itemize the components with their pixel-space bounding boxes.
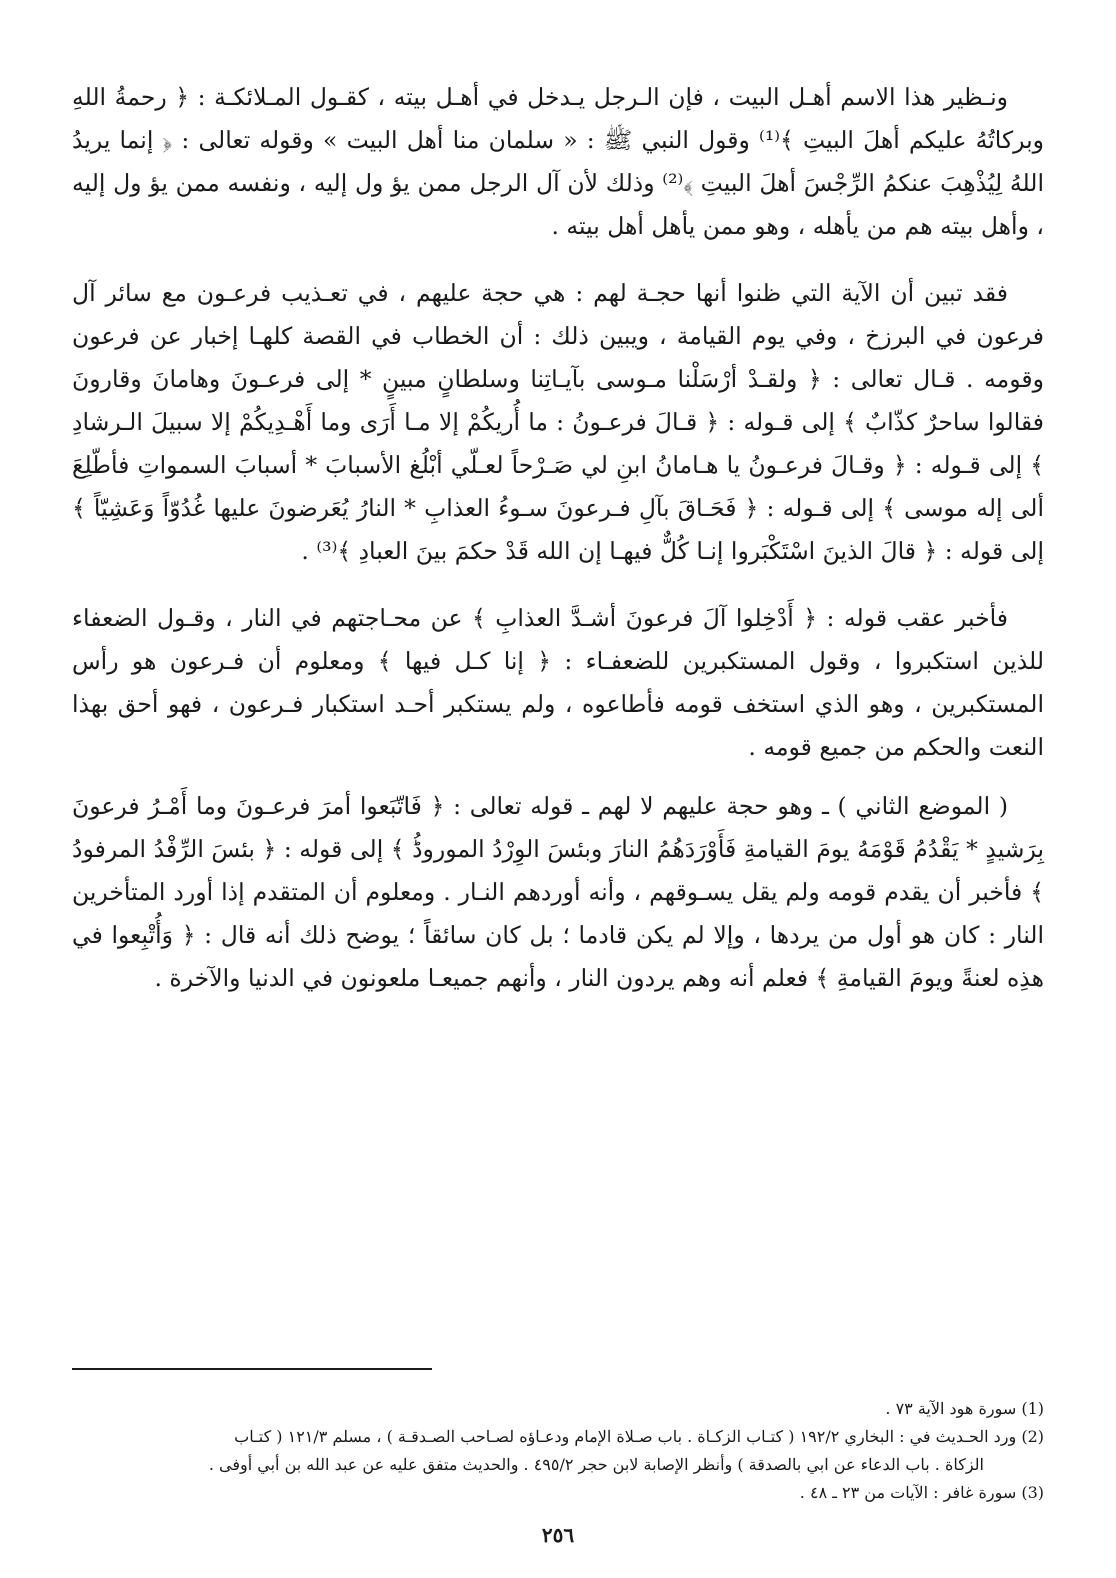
paragraph-4: ( الموضع الثاني ) ـ وهو حجة عليهم لا لهم ـ قوله تعالى : ﴿ فَاتّبَعوا أمرَ فرعـونَ وما أَمْـرُ فرعونَ بِرَشيدٍ * يَقْدُمُ قَوْمَهُ يومَ القيامةِ فَأَوْرَدَهُمُ النارَ وبئسَ الوِرْدُ الموروڈُ ﴾ إلى قوله : ﴿ بئسَ الرِّفْدُ المرفودُ ﴾ فأخبر أن يقدم قومه ولم يقل يسـوقهم ، وأنه أوردهم النـار . ومعلوم أن المتقدم إذا أورد المتأخرين النار : كان هو أول من يردها ، وإلا لم يكن قادما ؛ بل كان سائقاً ؛ يوضح ذلك أنه قال : ﴿ وَأُتْبِعوا في هذِه لعنةً ويومَ القيامةِ ﴾ فعلم أنه وهم يردون النار ، وأنهم جميعـا ملعونون في الدنيا والآخرة . bbox=[72, 792, 1044, 992]
footnote-2-continuation: الزكاة . باب الدعاء عن ابي بالصدقة ) وأنظر الإصابة لابن حجر ٤٩٥/٢ . والحديث متفق عليه عن عبد الله بن أبي أوفى . bbox=[208, 1455, 984, 1474]
paragraph-1: ونـظير هذا الاسم أهـل البيت ، فإن الـرجل يـدخل في أهـل بيته ، كقـول المـلائكـة : ﴿ رحمةُ اللهِ وبركاتُهُ عليكم أهلَ البيتِ ﴾⁽¹⁾ وقول النبي ﷺ : « سلمان منا أهل البيت » وقوله تعالى : ﴿ إنما يريدُ اللهُ لِيُذْهِبَ عنكمُ الرِّجْسَ أهلَ البيتِ ﴾⁽²⁾ وذلك لأن آل الرجل ممن يؤ ول إليه ، ونفسه ممن يؤ ول إليه ، وأهل بيته هم من يأهله ، وهو ممن يأهل أهل بيته . bbox=[72, 83, 1044, 240]
paragraph-2: فقد تبين أن الآية التي ظنوا أنها حجـة لهم : هي حجة عليهم ، في تعـذيب فرعـون مع سائر آل فرعون في البرزخ ، وفي يوم القيامة ، ويبين ذلك : أن الخطاب في القصة كلهـا إخبار عن فرعون وقومه . قـال تعالى : ﴿ ولقـدْ أرْسَلْنا مـوسى بآيـاتِنا وسلطانٍ مبينٍ * إلى فرعـونَ وهامانَ وقارونَ فقالوا ساحرٌ كذّابٌ ﴾ إلى قـوله : ﴿ قـالَ فرعـونُ : ما أُريكُمْ إلا مـا أَرَى وما أَهْـدِيكُمْ إلا سبيلَ الـرشادِ ﴾ إلى قـوله : ﴿ وقـالَ فرعـونُ يا هـامانُ ابنِ لي صَـرْحاً لعـلّي أبْلُغ الأسبابَ * أسبابَ السمواتِ فأطّلِعَ ألى إله موسى ﴾ إلى قـوله : ﴿ فَحَـاقَ بآلِ فـرعونَ سـوءُ العذابِ * النارُ يُعَرضونَ عليها غُدُوّاً وَعَشِيّاً ﴾ إلى قوله : ﴿ قالَ الذينَ اسْتَكْبَروا إنـا كُلٌّ فيهـا إن الله قَدْ حكمَ بينَ العبادِ ﴾⁽³⁾ . bbox=[72, 279, 1044, 565]
footnotes bbox=[72, 1396, 1044, 1508]
paragraph-3: فأخبر عقب قوله : ﴿ أَدْخِلوا آلَ فرعونَ أشـدَّ العذابِ ﴾ عن محـاجتهم في النار ، وقـول الضعفاء للذين استكبروا ، وقول المستكبرين للضعفـاء : ﴿ إنا كـل فيها ﴾ ومعلوم أن فـرعون هو رأس المستكبرين ، وهو الذي استخف قومه فأطاعوه ، ولم يستكبر أحـد استكبار فـرعون ، فهو أحق بهذا النعت والحكم من جميع قومه . bbox=[72, 604, 1044, 761]
footnote-2: (2) ورد الحـديث في : البخاري ١٩٢/٢ ( كتـاب الزكـاة . باب صـلاة الإمام ودعـاؤه لصـاحب الصـدقـة ) ، مسلم ١٢١/٣ ( كتـاب bbox=[234, 1427, 1044, 1446]
document-page bbox=[72, 76, 1044, 1547]
footnote-divider bbox=[72, 1368, 432, 1370]
footnote-1: (1) سورة هود الآية ٧٣ . bbox=[885, 1399, 1044, 1418]
footnote-3: (3) سورة غافر : الآيات من ٢٣ ـ ٤٨ . bbox=[799, 1483, 1044, 1502]
page-number: ٢٥٦ bbox=[541, 1523, 575, 1547]
